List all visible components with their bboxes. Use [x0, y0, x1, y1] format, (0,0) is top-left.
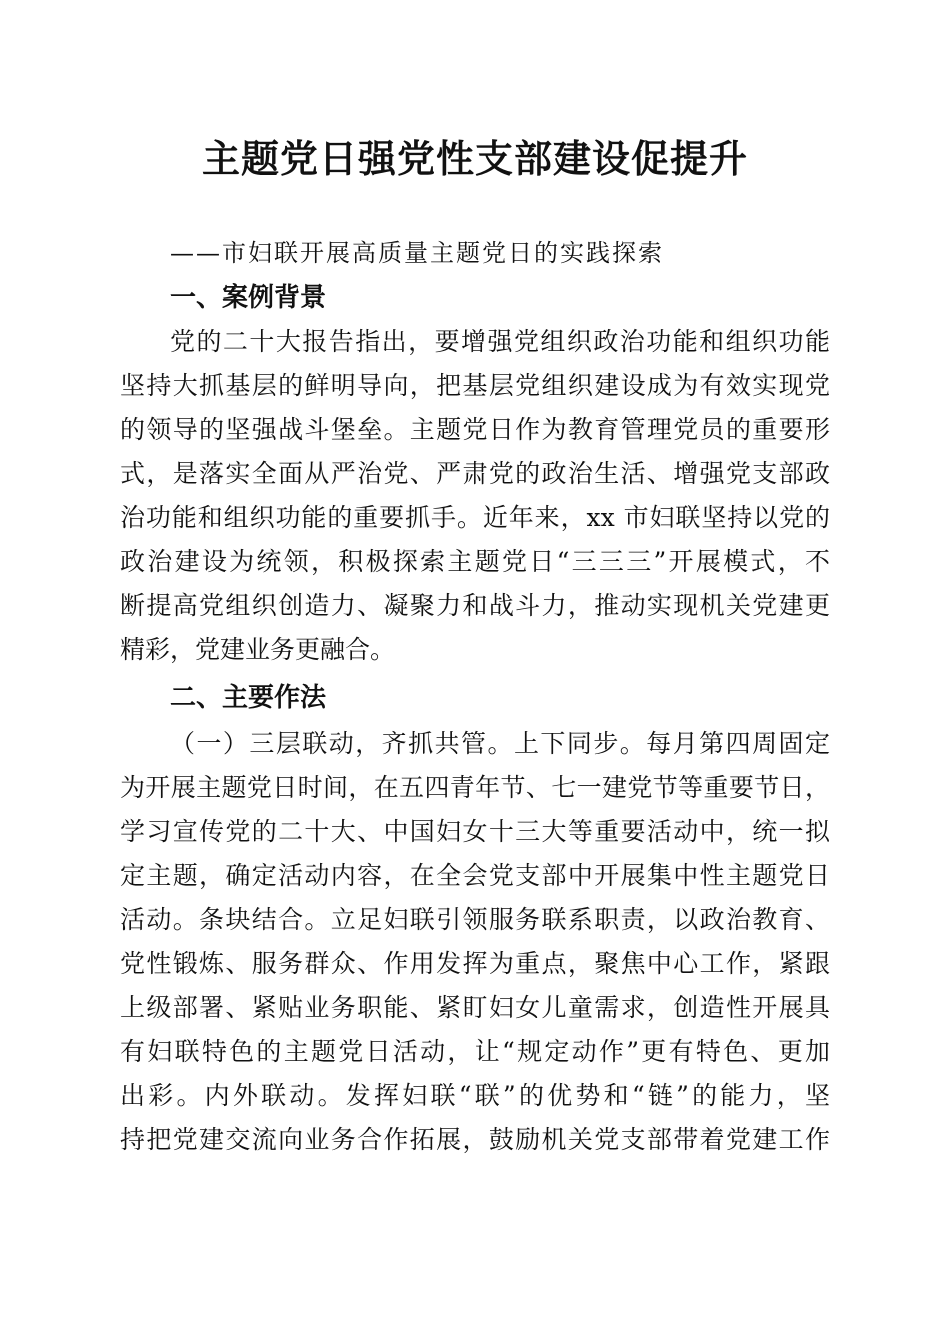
paragraph-line: 党的二十大报告指出，要增强党组织政治功能和组织功能 [170, 327, 830, 356]
paragraph-line: 有妇联特色的主题党日活动，让“规定动作”更有特色、更加 [120, 1037, 830, 1066]
document-subtitle: ——市妇联开展高质量主题党日的实践探索 [170, 239, 664, 267]
paragraph-line: 上级部署、紧贴业务职能、紧盯妇女儿童需求，创造性开展具 [120, 993, 830, 1022]
paragraph-line: （一）三层联动，齐抓共管。上下同步。每月第四周固定 [170, 729, 830, 758]
paragraph-line: 政治建设为统领，积极探索主题党日“三三三”开展模式，不 [120, 547, 830, 576]
document-title: 主题党日强党性支部建设促提升 [201, 136, 748, 181]
paragraph-line: 出彩。内外联动。发挥妇联“联”的优势和“链”的能力，坚 [120, 1081, 830, 1110]
section-heading-background: 一、案例背景 [170, 283, 327, 313]
section-heading-practices: 二、主要作法 [170, 683, 327, 713]
paragraph-line: 式，是落实全面从严治党、严肃党的政治生活、增强党支部政 [120, 459, 830, 488]
paragraph-line: 党性锻炼、服务群众、作用发挥为重点，聚焦中心工作，紧跟 [120, 949, 830, 978]
paragraph-line: 坚持大抓基层的鲜明导向，把基层党组织建设成为有效实现党 [120, 371, 830, 400]
paragraph-line: 治功能和组织功能的重要抓手。近年来，xx 市妇联坚持以党的 [120, 503, 830, 532]
paragraph-line: 活动。条块结合。立足妇联引领服务联系职责，以政治教育、 [120, 905, 830, 934]
paragraph-line: 为开展主题党日时间，在五四青年节、七一建党节等重要节日， [120, 773, 830, 802]
paragraph-line: 的领导的坚强战斗堡垒。主题党日作为教育管理党员的重要形 [120, 415, 830, 444]
paragraph-line: 持把党建交流向业务合作拓展，鼓励机关党支部带着党建工作 [120, 1125, 830, 1154]
paragraph-line: 断提高党组织创造力、凝聚力和战斗力，推动实现机关党建更 [120, 591, 830, 620]
paragraph-line: 定主题，确定活动内容，在全会党支部中开展集中性主题党日 [120, 861, 830, 890]
paragraph-line: 学习宣传党的二十大、中国妇女十三大等重要活动中，统一拟 [120, 817, 830, 846]
paragraph-line: 精彩，党建业务更融合。 [120, 635, 396, 664]
